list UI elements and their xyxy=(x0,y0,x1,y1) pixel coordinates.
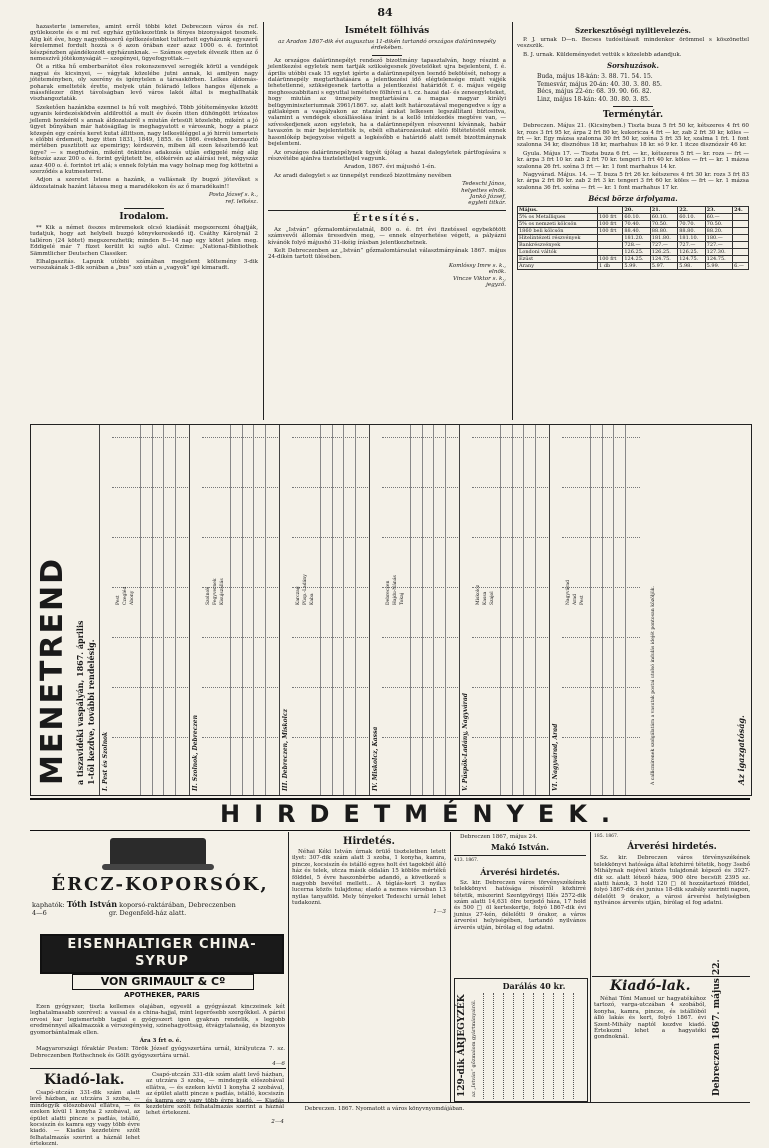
syrup-sellers: Magyarországi főraktár Pesten: Török József gyógyszertára urnál, királyutcza 7. sz. Debreczenben Rothschnek és Göllt gyógyszertára urnál. xyxy=(30,1046,285,1059)
arveresi-right-title: Árverési hirdetés. xyxy=(627,842,717,853)
ticket-subtitle: az „István” gőzmalom gyártmányairól. xyxy=(471,999,477,1097)
timetable-station: Arad xyxy=(573,594,578,605)
bourse-cell: 127.30. xyxy=(705,249,732,256)
timetable-station: Püsp.-Ladány xyxy=(303,574,308,605)
hirdetes-ad xyxy=(292,834,446,1064)
timetable-time-column xyxy=(152,425,153,795)
bourse-row xyxy=(518,249,749,256)
timetable-time-column xyxy=(265,425,266,795)
ticket-row-rule xyxy=(483,993,484,1099)
letter-item: B. J. urnak. Küldeményedet vettük s közelebb adandjuk. xyxy=(523,51,682,58)
page-number: 84 xyxy=(377,6,393,19)
bourse-cell: 70.40. xyxy=(623,221,650,228)
bourse-cell: Londoni váltók xyxy=(518,249,598,256)
timetable-section xyxy=(459,425,550,795)
bourse-cell xyxy=(598,235,623,242)
bourse-cell: 126.25. xyxy=(678,249,705,256)
bourse-heading: Bécsi börze árfolyama. xyxy=(588,194,678,204)
section-title-irodalom: Irodalom. xyxy=(119,211,169,222)
timetable-station: Karczag xyxy=(296,586,301,605)
divider xyxy=(30,1068,286,1069)
correction-notice: Elhalgaszitás. Lapunk utóbbi számában megjelent költemény 3-dik versszakának 3-dik sorában a „bus” szó után a „vagyok” igé kimaradt. xyxy=(30,259,258,272)
bourse-cell xyxy=(733,235,749,242)
timetable-station: Nagyvárad xyxy=(566,580,571,605)
market-heading: Terménytár. xyxy=(602,110,664,121)
bourse-cell: Hitelintézeti részvények xyxy=(518,235,598,242)
kiado-left-number: 2—4 xyxy=(271,1118,284,1125)
coffin-label: kaphatók: xyxy=(32,901,65,909)
arveresi-right-body: Sz. kir. Debreczen város törvényszékének telekkönyvi hatósága által közhirré tétetik, hogy 3sebő Mihálynak nejével közös tulajdonát képező és 3927-dik sz. alatt létező háza, 900 ölre becsült 2395 sz. alatti házuk, 3 hold 120 □ öl hozzátartozó földdel, folyó 1867-dik évi junius 18-dik szabály szerinti napon, délelőtt 9 órakor, a városi árverési helyiségben nyilvános árverés utján, bírólag el fog adatni. xyxy=(594,855,750,907)
signer-role: elnök. xyxy=(488,269,506,276)
bourse-row xyxy=(518,242,749,249)
bourse-row xyxy=(518,235,749,242)
bourse-cell: 727.— xyxy=(678,242,705,249)
bourse-cell xyxy=(733,256,749,263)
market-paragraph: Debreczen. Május 21. (Kicsinyben.) Tiszta buza 5 frt 50 kr, kétszeres 4 frt 60 kr, rozs 3 frt 95 kr, árpa 2 frt 80 kr, kukoricza 4 frt — kr, zab 2 frt 30 kr, köles — frt — kr. Egy mázsa szalonna 30 frt 50 kr, széna 3 frt 35 kr, szalma 1 frt. 1 font szalonna 34 kr, disznóhus 18 kr, marhahus 18 kr. só 9 kr. 1 itcze disznózsír 46 kr. xyxy=(517,123,749,149)
timetable-section xyxy=(189,425,280,795)
lottery-list xyxy=(517,73,749,103)
bourse-header-cell: 23. xyxy=(705,207,732,214)
bourse-cell: 124.75. xyxy=(678,256,705,263)
arveresi-mid-title: Árverési hirdetés. xyxy=(480,866,560,877)
timetable-time-column xyxy=(422,425,423,795)
timetable-station: Pest xyxy=(580,595,585,605)
bourse-cell: 70.50. xyxy=(705,221,732,228)
bourse-cell: 727.— xyxy=(650,242,677,249)
signer-name: Jankó József, xyxy=(469,193,506,200)
hirdetes-title: Hirdetés. xyxy=(343,836,395,847)
bourse-cell: 1 db xyxy=(598,263,623,270)
coffin-ad xyxy=(30,834,285,924)
divider xyxy=(124,208,164,209)
syrup-body: Ezen gyógyszer, tiszta kellemes olajában, egyesül a gyógyászat kinczeinek két leghatalmasabb szerével: a vassal és a china-hajjal, mint legerősebb szergőkkel. A párisi orvosi kar legismertebb tagjai e gyógyszert igen gyakran rendelik, s legjobb eredménnyel alkalmazzák a vérszegénység, szinehagyottság, étvágytalanság, és bizonyos gyomorbántalmak ellen. xyxy=(30,1004,285,1036)
bourse-cell: 6.— xyxy=(733,263,749,270)
ertesites-title: Értesítés. xyxy=(352,213,422,224)
ticket-row-rule xyxy=(553,993,554,1099)
syrup-number: 4—6 xyxy=(272,1061,285,1068)
divider xyxy=(613,106,653,107)
coffin-base-icon xyxy=(102,864,214,870)
hirdetes-number: 1—3 xyxy=(433,908,446,915)
bourse-cell: 181.80. xyxy=(650,235,677,242)
ad-column-rule xyxy=(590,832,591,1102)
timetable-station: Czegléd xyxy=(123,586,128,605)
bourse-cell: 60.10. xyxy=(623,214,650,221)
bourse-header-cell: 21. xyxy=(650,207,677,214)
timetable-station: Tokaj xyxy=(400,592,405,605)
ticket-row-rule xyxy=(563,993,564,1099)
bourse-row xyxy=(518,228,749,235)
signer-name: Komlóssy Imre s. k., xyxy=(448,262,506,269)
bourse-cell: Bankrészvények xyxy=(518,242,598,249)
bourse-row xyxy=(518,263,749,270)
ad-column-rule xyxy=(288,832,289,1102)
bourse-cell xyxy=(733,228,749,235)
timetable-notes: A callicmirenek szolgálatára a vasutak postai utolsó indulás idejét pontosan közöljük. xyxy=(651,585,656,785)
syrup-price: Ára 3 frt o. é. xyxy=(139,1038,182,1045)
lottery-heading: Sorshuzások. xyxy=(607,61,659,71)
bourse-header-cell: 20. xyxy=(623,207,650,214)
timetable-section-label: VI. Nagyvárad, Arad xyxy=(552,723,559,791)
timetable-time-column xyxy=(500,425,501,795)
timetable-section-label: I. Pest és Szolnok xyxy=(102,731,109,791)
ticket-row-rule xyxy=(543,993,544,1099)
kiado-right-title: Kiadó-lak. xyxy=(610,978,691,994)
bourse-cell: 124.25. xyxy=(623,256,650,263)
bourse-cell: Arany xyxy=(518,263,598,270)
timetable-station: Debreczen xyxy=(386,580,391,605)
bourse-table xyxy=(517,206,749,270)
bourse-cell: 88.20. xyxy=(705,228,732,235)
arveresi-mid-ad xyxy=(454,834,586,974)
timetable-banner: MENETREND xyxy=(35,556,70,785)
timetable-station: Kisujszállás xyxy=(220,578,225,605)
timetable-station: Miskolcz xyxy=(476,584,481,605)
arveresi-mid-signer: Makó István. xyxy=(490,842,550,853)
middle-paragraph: Az országos dalárünnepélynek ügyét újólag a hazai dalegyletek pártfogására s részvétébe ajánlva tiszteletteljel vagyunk. xyxy=(268,149,506,162)
ticket-row-rule xyxy=(513,993,514,1099)
syrup-line2: VON GRIMAULT & Cº xyxy=(72,974,254,990)
bourse-cell: 88.80. xyxy=(678,228,705,235)
kiado-left-title: Kiadó-lak. xyxy=(44,1072,125,1088)
timetable-section-label: IV. Miskolcz, Kassa xyxy=(372,726,379,791)
bourse-cell: Ezüst xyxy=(518,256,598,263)
bourse-cell: 126.25. xyxy=(650,249,677,256)
bourse-cell: 70.70. xyxy=(678,221,705,228)
kiado-left-text: Csapó-utczán 331-dik szám alatt levő házban, az utczára 3 szoba, — mindegyik előszobával ellátva, — és ezeken kívül 1 konyha 2 szobával, az épület alatti pincze s padlás, istálló, kocsiszín és kamra egy vagy több évre kiadó. — Kiadás kezdetére szólt felhatalmazás szerint a háznál lehet értekezni. xyxy=(30,1090,140,1148)
letters-heading: Szerkesztőségi nyiltlevelezés. xyxy=(575,26,691,35)
bourse-cell: 1860 beli kölcsön xyxy=(518,228,598,235)
ticket-row-rule xyxy=(523,993,524,1099)
bourse-cell: 88.40. xyxy=(623,228,650,235)
column-rule-1 xyxy=(263,22,264,420)
bourse-cell: 100 frt xyxy=(598,228,623,235)
arveresi-mid-body: Sz. kir. Debreczen város törvényszékének telekkönyvi hatósága részéről közhirré tétetik, miszerint Szentgyörgyi Illés 2572-dik szám alatti 14,631 ölre terjedő háza, 17 hold és 500 □ öl kerteskertje, folyó 1867-dik évi junius 27-kén, délelőtti 9 órakor, a város árverési helyiségében, tartandó nyilvános árverés utján, bírólag el fog adatni. xyxy=(454,879,586,931)
bourse-cell: 70.50. xyxy=(650,221,677,228)
lottery-row: Temesvár, május 20-án: 40. 30. 3. 80. 85. xyxy=(537,80,662,88)
bourse-header-cell: 24. xyxy=(733,207,749,214)
timetable-time-column xyxy=(230,425,231,795)
railway-timetable xyxy=(30,424,752,796)
timetable-section xyxy=(99,425,190,795)
timetable-section xyxy=(369,425,460,795)
bourse-header-cell: 22. xyxy=(678,207,705,214)
kiado-right-date: Debreczen 1867. május 22. xyxy=(712,959,722,1096)
price-list-ticket xyxy=(454,978,588,1102)
left-column xyxy=(30,24,258,424)
divider xyxy=(372,55,402,56)
left-paragraph: Öt a ritka hű emberbarátot éles rokonszenvvel seregjék körül a vendégek nagyai és kicsinyei, — vágytak közelébe jutni annak, ki amilyen nagy jótéteményben, oly szerény és igénytelen a társaskörben. Lelkes áldomás-poharak emelteték érette, melyek után feláradó lelkes hangos éljenek a mássfélezer ölnyi távolságban levő város lakói által is meghallhaták viszhangoztaták. xyxy=(30,64,258,103)
bourse-cell xyxy=(733,249,749,256)
timetable-subtitle: a tiszavidéki vaspályán, 1867. április xyxy=(75,620,85,785)
ads-header: HIRDETMÉNYEK. xyxy=(220,800,625,828)
bourse-cell: 181.20. xyxy=(623,235,650,242)
divider xyxy=(268,210,506,211)
bourse-cell: 727.— xyxy=(705,242,732,249)
timetable-station: Szolnok xyxy=(206,587,211,605)
arveresi-mid-number: 413. 1867. xyxy=(454,858,479,864)
bourse-cell: 124.75. xyxy=(650,256,677,263)
bourse-cell: 100 frt xyxy=(598,221,623,228)
timetable-time-column xyxy=(175,425,176,795)
bourse-cell: 728.— xyxy=(623,242,650,249)
bourse-cell: 5.97. xyxy=(650,263,677,270)
signer-role: egyleti titkár. xyxy=(468,200,506,207)
arveresi-mid-date: Debreczen 1867, május 24. xyxy=(460,834,538,840)
timetable-time-column xyxy=(355,425,356,795)
kiado-left-body-a xyxy=(30,1090,140,1148)
bourse-cell xyxy=(733,242,749,249)
kiado-left-text-cont: Csapó-utczán 331-dik szám alatt levő házban, az utczára 3 szoba, — mindegyik előszobával ellátva, — és ezeken kívül 1 konyha 2 szobával, az épület alatti pincze s padlás, istálló, kocsiszín és kamra egy vagy több évre kiadó. — Kiadás kezdetére szólt felhatalmazás szerint a háznál lehet értekezni. xyxy=(146,1072,284,1117)
divider xyxy=(454,855,586,856)
signer-name: Tedeschi János, xyxy=(462,181,506,188)
ticket-row-rule xyxy=(573,993,574,1099)
right-column xyxy=(517,24,749,424)
bourse-row xyxy=(518,214,749,221)
bourse-cell xyxy=(733,214,749,221)
column-rule-2 xyxy=(512,22,513,420)
middle-column xyxy=(268,24,506,424)
bourse-row xyxy=(518,256,749,263)
ticket-lines xyxy=(483,993,585,1099)
fölhivas-subtitle: az Aradon 1867-dik évi augusztus 11-dikén tartandó országos dalárünnepély érdekében. xyxy=(278,39,496,52)
timetable-subtitle: 1-től kezdve, további rendelésig. xyxy=(86,639,96,785)
coffin-number: 4—6 xyxy=(32,909,47,917)
middle-paragraph: Az országos dalárünnepélyt rendező bizottmány tapasztalván, hogy részint a jelentkezési egyletek nem tartják szükségesnek jövetelöket ujra bejelenteni, f. é. április utóbbi csak 15 egylet igérte a dalárünnepélyen leendő bekötését, nehogy a dalárünnepély megtarthatására a jelentkezési idő elégtelensége miatt vájjék lehetetlenné, szükségesnek tartotta a jelentkezési határidőt f. é. május végéig meghosszabbitani s egyuttal ismételve fölhívni a t. cz. hazai dal- és zeneegyleteket, hogy miután az ünnepély megtartására a magas magyar királyi belügyminiszteriumnak 3961/1867. sz. alatt kelt határozatával megengedve s így a gátlaképen a vasgályakon az ntazási árakat lelkesen legszállítani biztosítva, valamint a vendégek elszállásolása iránt is a kellő intézkedés megtéve van, — szíveskedjenek azon egyletek, ha a dalárünnepélyen részvenni kívánnak, habár tavaszón is már bejelentették is, ebéli elhatározásukat eléló föltétetéstől ennek hasonlókép bejegyzése végett a legkésőbb e határidő alatt ismét bizottmánynak bejelenteni. xyxy=(268,57,506,148)
timetable-time-column xyxy=(625,425,626,795)
hirdetes-body: Néhai Kéki István úrnak örülő tiszteletben letett ilyet: 307-dik szám alatt 3 szoba, 1 konyha, kamra, pincze, kocsiszín és istálló egyes holt évi tagokból álló ház és telek, utcza másik oldalán 15 köblös mértékű földdel, 5 évre haszonbérbe adandó, a következő s nagyobb bevétel mellett... A téglás-kert 3 nyilas lucerna közös tulajdona; eladó a nemes városban 13 nyilas tanyaföld. Mely tényeket Tedeschi urnál lehet tudakozni. xyxy=(292,849,446,907)
bourse-row xyxy=(518,221,749,228)
timetable-time-column xyxy=(535,425,536,795)
arveresi-right-ad xyxy=(594,834,750,974)
footer-imprint: Debreczen. 1867. Nyomatott a város könyvnyomdájában. xyxy=(304,1106,465,1112)
timetable-section xyxy=(279,425,370,795)
ticket-price-label: Darálás 40 kr. xyxy=(502,981,566,991)
left-paragraph: Szeketően hazánkba ezennel is hű volt meghívó. Több jótéteményeke között ugyanis kérdezésködvén aldilrottól a mult év őszén itten dühöngött irtózatos jellemü honkéröl s annak áldozatairól s miután értesült közelebb, miként a jó ügyet bűnyában már hatóságilag is meghagyatott e városunk, hogy a piacz közepén egy czérés keret kutat állittson, nagy lelkesüléggel a jó hirréi ismerteis s előbbi érdemeit, hogy itten 1831, 1849, 1855. és 1866. években borzasztó mértében pusztított az epemirigy; kérdezvén, miben áll ezen készítendő kut ügye? — s megtudván, miként önkintes adakozás utján ediggelé még alig kétszáz azaz 200 o. é. forint gyűjtetett be, elökérvén az aláírási ivet, négyszáz azaz 400 o. é. forintot irt alá; s ennek folytán ma vagy holnap meg fog köttetni a szerződés a kutmesterrel. xyxy=(30,104,258,175)
market-paragraph: Gyula. Május 17. — Tiszta buza 6 frt. — kr., kétszeres 5 frt — kr. rozs — frt — kr. árpa 3 frt 10 kr. zab 2 frt 70 kr. tengeri 3 frt 40 kr. köles — frt — kr. 1 mázsa szalonna 26 frt. széna 3 frt — kr. 1 font marhahus 14 kr. xyxy=(517,150,749,170)
timetable-station: Kassa xyxy=(483,591,488,605)
divider xyxy=(592,976,750,977)
timetable-grid xyxy=(99,425,639,795)
middle-paragraph: Aradon, 1867. évi májushó 1-én. xyxy=(344,164,436,171)
signer-name: Vincze Viktor s. k., xyxy=(452,275,506,282)
arveresi-right-number: 185. 1867. xyxy=(594,834,619,839)
bourse-cell: 126.25. xyxy=(623,249,650,256)
timetable-time-column xyxy=(602,425,603,795)
kiado-right-body xyxy=(594,996,706,1100)
bourse-cell: 5% os nemzeti kölcsön xyxy=(518,221,598,228)
timetable-time-column xyxy=(433,425,434,795)
timetable-time-column xyxy=(523,425,524,795)
bourse-header-cell: Május. xyxy=(518,207,598,214)
coffin-address-line: koporsó-raktárában, Debreczenben xyxy=(119,901,236,909)
signer-role: jegyző. xyxy=(486,282,506,288)
timetable-station: Pest xyxy=(116,595,121,605)
syrup-line3: APOTHEKER, PARIS xyxy=(102,990,222,1000)
lottery-row: Linz, május 18-kán: 40. 30. 80. 3. 85. xyxy=(537,95,650,103)
timetable-section-label: V. Püspök-Ladány, Nagyvárad xyxy=(462,693,469,791)
bourse-cell: 5.99. xyxy=(705,263,732,270)
middle-paragraph: Az aradi dalegylet s az ünnepélyt rendező bizottmány nevében xyxy=(274,172,452,179)
signature-role: ref. lelkész. xyxy=(225,198,258,205)
bourse-header-cell xyxy=(598,207,623,214)
timetable-time-column xyxy=(590,425,591,795)
syrup-line1: EISENHALTIGER CHINA-SYRUP xyxy=(67,937,257,969)
timetable-section-label: III. Debreczen, Miskolcz xyxy=(282,708,289,791)
ad-column-rule xyxy=(450,832,451,1102)
timetable-station: Hajdu-Nánás xyxy=(393,575,398,605)
bourse-cell: 60.— xyxy=(705,214,732,221)
ertesites-paragraph: Kelt Debreczenben az „István” gőzmalomtársulat választmányának 1867. május 24-dikén tartott ülésében. xyxy=(268,247,506,261)
bourse-cell xyxy=(733,221,749,228)
lottery-row: Buda, május 18-kán: 3. 88. 71. 54. 15. xyxy=(537,73,653,81)
timetable-station: Abony xyxy=(130,590,135,605)
ticket-row-rule xyxy=(533,993,534,1099)
ticket-row-rule xyxy=(503,993,504,1099)
bourse-cell: 100 frt xyxy=(598,256,623,263)
bourse-cell: 60.10. xyxy=(678,214,705,221)
syrup-ad-logo xyxy=(40,934,284,999)
syrup-ad-body xyxy=(30,1004,285,1068)
bourse-cell: 5% os Metalliques xyxy=(518,214,598,221)
lottery-row: Bécs, május 22-én: 68. 39. 90. 66. 82. xyxy=(537,88,652,96)
bourse-cell: 5.99. xyxy=(623,263,650,270)
bourse-cell xyxy=(598,249,623,256)
ads-rule-bottom xyxy=(30,830,750,831)
coffin-title: ÉRCZ-KOPORSÓK, xyxy=(51,874,269,895)
signature: Posta József s. k., xyxy=(208,192,258,199)
timetable-station: Kaba xyxy=(310,593,315,605)
signer-role: helyettes elnök. xyxy=(461,187,506,194)
timetable-time-column xyxy=(332,425,333,795)
bourse-cell: 100 frt xyxy=(598,214,623,221)
bourse-cell: 181.10. xyxy=(678,235,705,242)
timetable-time-column xyxy=(253,425,254,795)
timetable-time-column xyxy=(445,425,446,795)
coffin-seller: Tóth István xyxy=(66,899,118,909)
timetable-section xyxy=(549,425,640,795)
bourse-cell: 124.75. xyxy=(705,256,732,263)
left-paragraph: hazasterte ismeretes, amint erről többi közt Debreczen város és ref. gyülekezete és e mi ref. egyház gyülekezetünk is fényes bizonyságot tesznek. Alig két éve, hogy nagyobbszerű építkezésünket tulterhelt egyházunk egyszerű kérelemmel fordult hozzá s ő azon órában ezer azaz 1000 o. é. forintot készpénzben ajándékozott egyházunknak. — Számos egyetek élvezik itten az ő nemeszivű jótékonyságát — szegényei, ügyefogyottak.— xyxy=(30,24,258,63)
bourse-cell: 180.— xyxy=(705,235,732,242)
ertesites-paragraph: Az „István” gőzmalomtársulatnál, 800 o. é. frt évi fizetéssel egybekötött számvevői állomás üresedvén meg, — ennek elnyerhetése végett, a pályázni kívánók folyó májushó 31-ikéig írásban jelentkezhetnek. xyxy=(268,226,506,246)
timetable-time-column xyxy=(242,425,243,795)
timetable-time-column xyxy=(613,425,614,795)
timetable-time-column xyxy=(320,425,321,795)
timetable-station: Fegyvernek xyxy=(213,578,218,605)
market-paragraph: Nagyvárad. Május. 14. — T. buza 5 frt 26 kr. kétszeres 4 frt 30 kr. rozs 3 frt 83 kr. árpa 2 frt 80 kr. zab 2 frt 3 kr. tengeri 3 frt 60 kr. köles — frt — kr. 1 mázsa szalonna 36 frt. széna — frt — kr. 1 font marhahus 17 kr. xyxy=(517,172,749,191)
kiado-right-text: Néhai Tóni Manuel ur hagyatékához tartozó, varga-utczában 4 szobából, konyha, kamra, pincze, és istállóból álló lakás és kert, folyó 1867. évi Szent-Mihály naptól kezdve kiadó. Értekezni lehet a hagyatéki gondnoknál. xyxy=(594,996,706,1041)
timetable-time-column xyxy=(343,425,344,795)
bourse-cell: 88.80. xyxy=(650,228,677,235)
timetable-time-column xyxy=(163,425,164,795)
bourse-cell xyxy=(598,242,623,249)
timetable-time-column xyxy=(140,425,141,795)
timetable-right-label: Az igazgatóság. xyxy=(736,715,746,785)
left-paragraph: Adjon a szeretet Istene a hazánk, a vallásnak ily bugzó jótevőket s áldozatainak hazánt látassa meg a maradékokon és az ő maradékain!! xyxy=(30,177,258,190)
fölhivas-title: Ismételt fölhivás xyxy=(344,26,430,36)
timetable-time-column xyxy=(410,425,411,795)
ticket-title: 129-dik ÁRJEGYZÉK xyxy=(457,994,467,1097)
coffin-address-line2: gr. Degenfeld-ház alatt. xyxy=(108,909,187,917)
footer-rule xyxy=(30,1102,750,1103)
timetable-station: Szajol xyxy=(490,591,495,605)
bourse-cell: 60.10. xyxy=(650,214,677,221)
ticket-row-rule xyxy=(493,993,494,1099)
timetable-time-column xyxy=(512,425,513,795)
timetable-section-label: II. Szolnok, Debreczen xyxy=(192,715,199,791)
literature-paragraph: ** Kik a német összes müremekek olcsó kiadását megszerezni óhajtják, tudatjuk, hogy azt helybeli buzgó könyvkereskedő ifj. Csáthy Károlynál 2 talléron (24 kötet) megszerezhetik; minden 8—14 nap egy kötet jelen meg. Eddigelé már 7 füzet kerülit ki sajtó alul. Czime: „National-Bibliothek Sämmtlicher Deutschen Classiker. xyxy=(30,224,258,257)
letter-item: P. J. urnak D—n. Becses tudósitásait mindenkor örömmel s köszönettel veszszük. xyxy=(517,37,749,50)
coffin-address xyxy=(32,900,282,917)
bourse-cell: 5.98. xyxy=(678,263,705,270)
